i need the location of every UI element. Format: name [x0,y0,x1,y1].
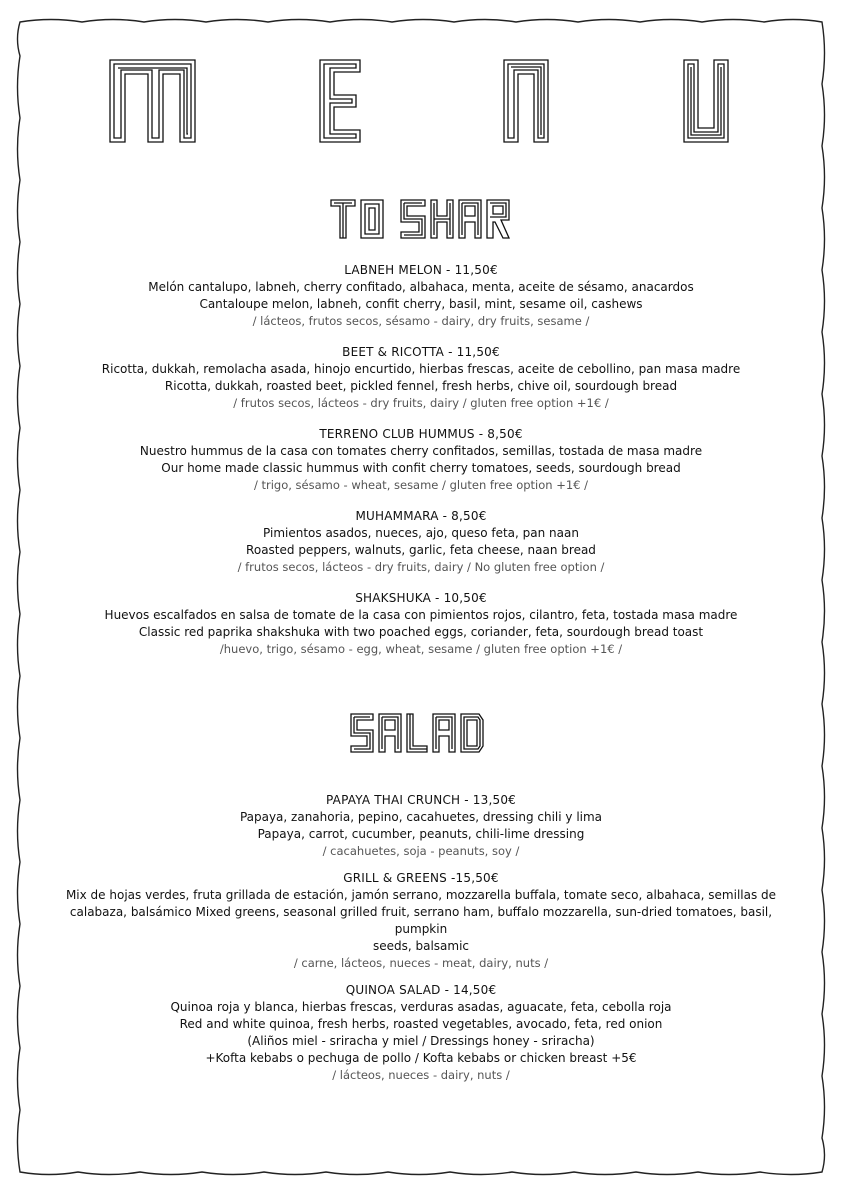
dish-list-to-share [60,262,782,658]
dish-description-line: Melón cantalupo, labneh, cherry confitado, albahaca, menta, aceite de sésamo, anacardos [148,280,694,294]
dish-description-line: seeds, balsamic [372,939,470,953]
dish-allergens: / lácteos, frutos secos, sésamo - dairy, dry fruits, sesame / [252,314,590,328]
dish-item [60,508,782,576]
dish-description-line: calabaza, balsámico Mixed greens, seasonal grilled fruit, serrano ham, buffalo mozzarella, sun-dried tomatoes, basil, pumpkin [69,905,773,936]
section-title-to-share [329,196,513,242]
dish-description-line: Ricotta, dukkah, remolacha asada, hinojo encurtido, hierbas frescas, aceite de cebollino, pan masa madre [101,362,741,376]
dish-item [60,262,782,330]
dish-name: PAPAYA THAI CRUNCH - 13,50€ [326,793,516,807]
dish-description-line: Pimientos asados, nueces, ajo, queso feta, pan naan [263,526,579,540]
dish-description-line: Red and white quinoa, fresh herbs, roasted vegetables, avocado, feta, red onion [179,1017,663,1031]
menu-title-letter-u [684,60,728,142]
dish-description-line: Quinoa roja y blanca, hierbas frescas, verduras asadas, aguacate, feta, cebolla roja [170,1000,672,1014]
dish-name: GRILL & GREENS -15,50€ [343,871,499,885]
menu-title [108,58,734,144]
dish-name: QUINOA SALAD - 14,50€ [345,983,497,997]
dish-description-line: Roasted peppers, walnuts, garlic, feta cheese, naan bread [246,543,596,557]
dish-description-line: Nuestro hummus de la casa con tomates cherry confitados, semillas, tostada de masa madre [139,444,703,458]
menu-title-letter-e [320,60,360,142]
dish-name: SHAKSHUKA - 10,50€ [355,591,487,605]
dish-item [60,590,782,658]
dish-allergens: / frutos secos, lácteos - dry fruits, dairy / gluten free option +1€ / [233,396,609,410]
dish-description-line: Papaya, carrot, cucumber, peanuts, chili-lime dressing [257,827,585,841]
dish-allergens: / trigo, sésamo - wheat, sesame / gluten free option +1€ / [253,478,589,492]
dish-description-line: Mix de hojas verdes, fruta grillada de estación, jamón serrano, mozzarella buffala, tomate seco, albahaca, semillas de [65,888,777,902]
dish-item [60,870,782,972]
dish-description-line: Cantaloupe melon, labneh, confit cherry, basil, mint, sesame oil, cashews [199,297,643,311]
dish-description-line: Classic red paprika shakshuka with two poached eggs, coriander, feta, sourdough bread toast [138,625,704,639]
dish-name: BEET & RICOTTA - 11,50€ [342,345,500,359]
section-salads [60,710,782,1084]
menu-title-letter-m [110,60,195,142]
dish-description-line: (Aliños miel - sriracha y miel / Dressings honey - sriracha) [247,1034,595,1048]
dish-description-line: +Kofta kebabs o pechuga de pollo / Kofta kebabs or chicken breast +5€ [205,1051,637,1065]
dish-allergens: / cacahuetes, soja - peanuts, soy / [322,844,520,858]
dish-allergens: / lácteos, nueces - dairy, nuts / [332,1068,510,1082]
dish-name: TERRENO CLUB HUMMUS - 8,50€ [319,427,523,441]
dish-allergens: / carne, lácteos, nueces - meat, dairy, nuts / [293,956,549,970]
dish-item [60,982,782,1084]
dish-description-line: Huevos escalfados en salsa de tomate de la casa con pimientos rojos, cilantro, feta, tostada masa madre [104,608,738,622]
menu-title-letter-n [504,60,548,142]
dish-name: LABNEH MELON - 11,50€ [344,263,498,277]
dish-name: MUHAMMARA - 8,50€ [355,509,487,523]
dish-description-line: Ricotta, dukkah, roasted beet, pickled fennel, fresh herbs, chive oil, sourdough bread [164,379,678,393]
dish-allergens: /huevo, trigo, sésamo - egg, wheat, sesame / gluten free option +1€ / [219,642,623,656]
dish-item [60,792,782,860]
dish-description-line: Papaya, zanahoria, pepino, cacahuetes, dressing chili y lima [239,810,603,824]
dish-item [60,344,782,412]
dish-allergens: / frutos secos, lácteos - dry fruits, dairy / No gluten free option / [237,560,605,574]
section-title-salads [349,710,493,756]
dish-list-salads [60,792,782,1084]
dish-description-line: Our home made classic hummus with confit cherry tomatoes, seeds, sourdough bread [161,461,681,475]
dish-item [60,426,782,494]
section-to-share [60,196,782,658]
